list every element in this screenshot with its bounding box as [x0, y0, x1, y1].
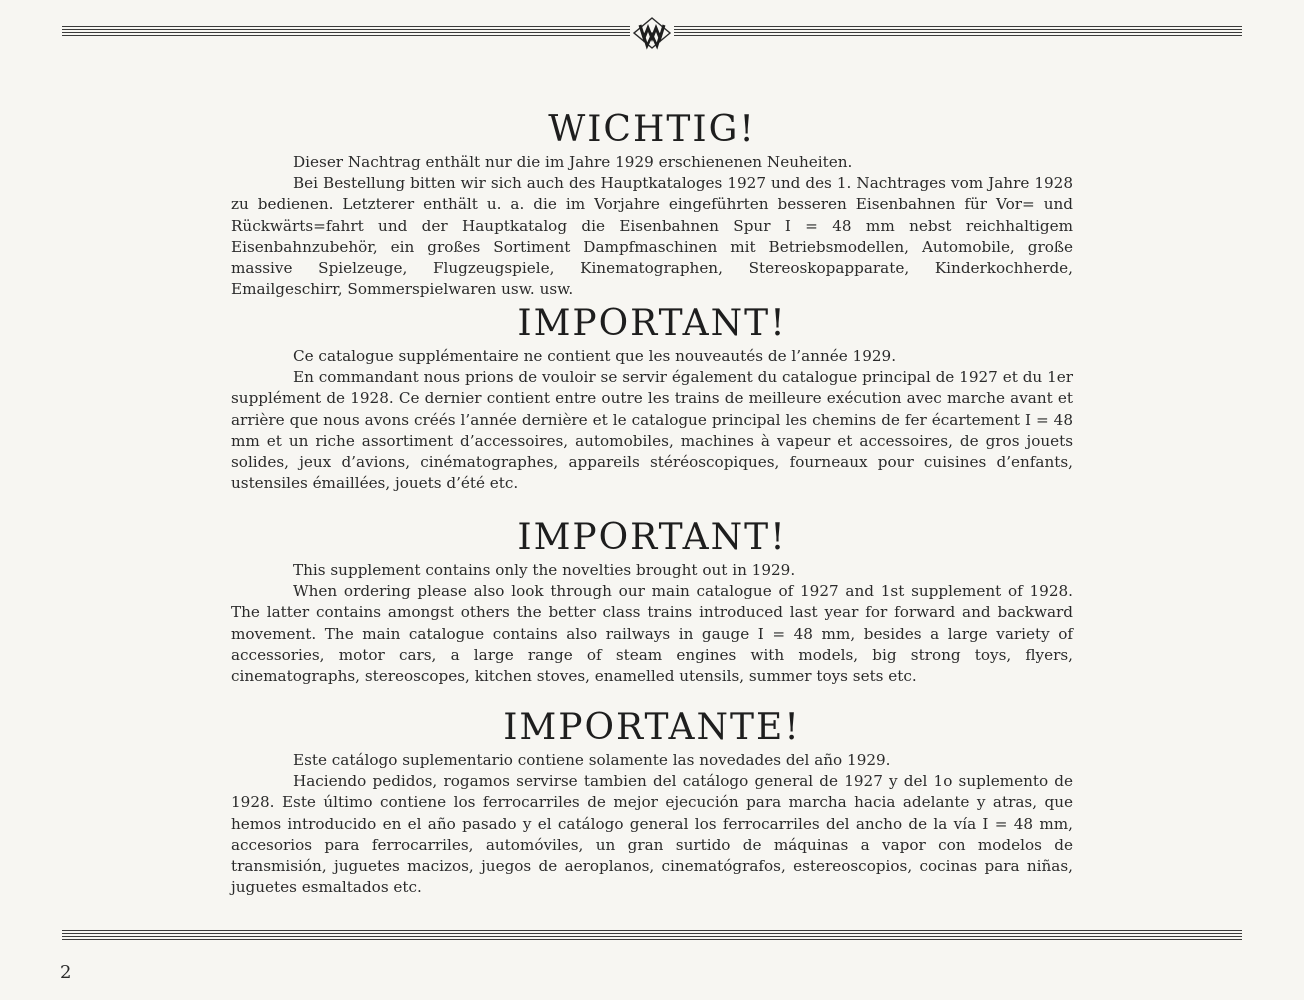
paragraph: Bei Bestellung bitten wir sich auch des Hauptkataloges 1927 und des 1. Nachtrages vom Jahre 1928 zu bedienen. Letzterer enthält u. a. die im Vorjahre eingeführten besseren Eisenbahnen für Vor= und Rückwärts=fahrt und der Hauptkatalog die Eisenbahnen Spur I = 48 mm nebst reichhaltigem Eisenbahnzubehör, ein großes Sortiment Dampfmaschinen mit Betriebsmodellen, Automobile, große massive Spielzeuge, Flugzeugspiele, Kinematographen, Stereoskopapparate, Kinderkochherde, Emailgeschirr, Sommerspielwaren usw. usw. — [231, 174, 1073, 299]
paragraph: Ce catalogue supplémentaire ne contient que les nouveautés de l’année 1929. — [293, 347, 897, 365]
heading-wichtig: WICHTIG! — [548, 109, 756, 150]
section-english — [231, 518, 1073, 687]
section-german — [231, 110, 1073, 300]
heading-importante: IMPORTANTE! — [503, 707, 801, 748]
paragraph: When ordering please also look through our main catalogue of 1927 and 1st supplement of 1928. The latter contains amongst others the better class trains introduced last year for forward and backward movement. The main catalogue contains also railways in gauge I = 48 mm, besides a large variety of accessories, motor cars, a large range of steam engines with models, big strong toys, flyers, cinematographs, stereoscopes, kitchen stoves, enamelled utensils, summer toys sets etc. — [231, 582, 1073, 686]
paragraph: En commandant nous prions de vouloir se servir également du catalogue principal de 1927 et du 1er supplément de 1928. Ce dernier contient entre outre les trains de meilleure exécution avec marche avant et arrière que nous avons créés l’année dernière et le catalogue principal les chemins de fer écartement I = 48 mm et un riche assortiment d’accessoires, automobiles, machines à vapeur et accessoires, de gros jouets solides, jeux d’avions, cinématographes, appareils stéréoscopiques, fourneaux pour cuisines d’enfants, ustensiles émaillées, jouets d’été etc. — [231, 368, 1073, 493]
bing-monogram-icon — [630, 16, 674, 50]
header-rule-left — [62, 26, 630, 38]
paragraph: This supplement contains only the novelties brought out in 1929. — [293, 561, 796, 579]
heading-important-en: IMPORTANT! — [517, 517, 787, 558]
footer-rules — [62, 930, 1242, 942]
page-number: 2 — [60, 962, 72, 983]
heading-important-fr: IMPORTANT! — [517, 303, 787, 344]
paragraph: Este catálogo suplementario contiene solamente las novedades del año 1929. — [293, 751, 891, 769]
paragraph: Haciendo pedidos, rogamos servirse tambien del catálogo general de 1927 y del 1o suplemento de 1928. Este último contiene los ferrocarriles de mejor ejecución para marcha hacia adelante y atras, que hemos introducido en el año pasado y el catálogo general los ferrocarriles del ancho de la vía I = 48 mm, accesorios para ferrocarriles, automóviles, un gran surtido de máquinas a vapor con modelos de transmisión, juguetes macizos, juegos de aeroplanos, cinematógrafos, estereoscopios, cocinas para niñas, juguetes esmaltados etc. — [231, 772, 1073, 897]
section-french — [231, 304, 1073, 494]
section-spanish — [231, 708, 1073, 898]
header-rule-right — [674, 26, 1242, 38]
paragraph: Dieser Nachtrag enthält nur die im Jahre 1929 erschienenen Neuheiten. — [293, 153, 853, 171]
